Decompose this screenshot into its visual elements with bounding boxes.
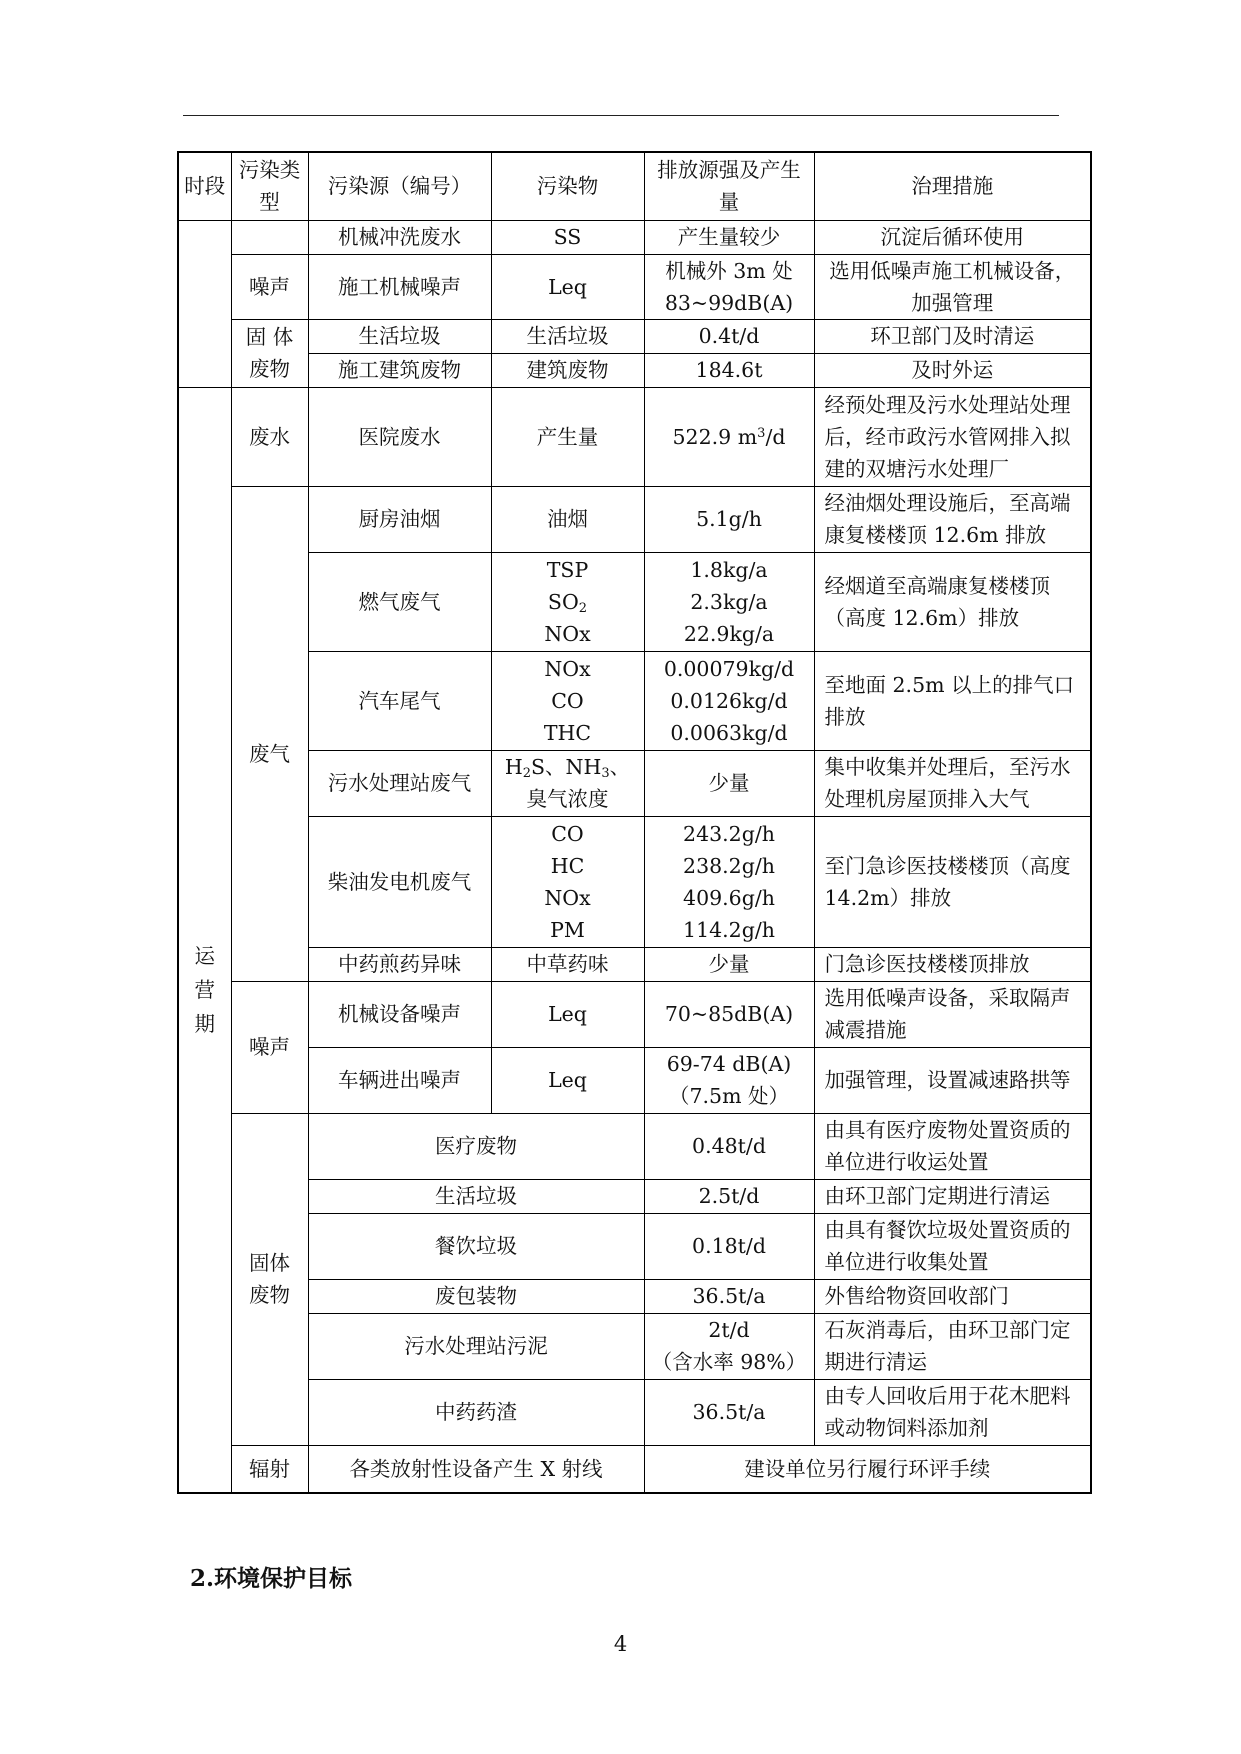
vehicle-source: 车辆进出噪声 [308, 1047, 491, 1113]
vehicle-emission-line: 69-74 dB(A) [666, 1052, 792, 1076]
header-source: 污染源（编号） [308, 152, 491, 220]
noise-emission-line: 机械外 3m 处 [665, 258, 793, 283]
operation-period-label: 运营期 [194, 943, 215, 1036]
so2-main: SO [547, 589, 579, 614]
water-emission-sup: 3 [757, 425, 766, 441]
diesel-pollutant [491, 816, 644, 947]
build-source: 施工建筑废物 [308, 353, 491, 387]
noise-emission-line: 83~99dB(A) [664, 290, 794, 315]
car-pollutant-line: THC [543, 720, 592, 745]
car-emission-line: 0.0063kg/d [670, 720, 788, 745]
residue-source: 中药药渣 [308, 1379, 644, 1445]
table-row [178, 1313, 1091, 1379]
table-row [178, 651, 1091, 750]
table-row [178, 1179, 1091, 1213]
wash-emission: 产生量较少 [644, 220, 814, 254]
table-row [178, 486, 1091, 552]
noise-measure-line: 加强管理 [911, 290, 994, 315]
diesel-pollutant-line: NOx [544, 885, 591, 910]
vehicle-emission [644, 1047, 814, 1113]
table-row [178, 319, 1091, 353]
section-title: 2.环境保护目标 [190, 1565, 353, 1592]
table-row [178, 1213, 1091, 1279]
build-pollutant: 建筑废物 [491, 353, 644, 387]
table-header-row [178, 152, 1091, 220]
gas-type: 废气 [231, 486, 308, 981]
car-source: 汽车尾气 [308, 651, 491, 750]
vehicle-measure: 加强管理，设置减速路拱等 [814, 1047, 1091, 1113]
op-noise-type: 噪声 [231, 981, 308, 1113]
garbage-source: 生活垃圾 [308, 319, 491, 353]
fuel-measure: 经烟道至高端康复楼楼顶（高度 12.6m）排放 [814, 552, 1091, 651]
header-type: 污染类型 [231, 152, 308, 220]
car-emission [644, 651, 814, 750]
food-source: 餐饮垃圾 [308, 1213, 644, 1279]
herb-pollutant: 中草药味 [491, 947, 644, 981]
header-period: 时段 [178, 152, 231, 220]
garbage-pollutant: 生活垃圾 [491, 319, 644, 353]
table-row [178, 220, 1091, 254]
noise-emission [644, 254, 814, 319]
car-emission-line: 0.0126kg/d [670, 688, 788, 713]
diesel-emission-line: 238.2g/h [683, 853, 775, 878]
sludge-emission [644, 1313, 814, 1379]
build-emission: 184.6t [644, 353, 814, 387]
diesel-pollutant-line: PM [550, 917, 585, 942]
sewage-pollutant [491, 750, 644, 816]
diesel-emission-line: 243.2g/h [683, 821, 775, 846]
sewage-measure: 集中收集并处理后，至污水处理机房屋顶排入大气 [814, 750, 1091, 816]
diesel-source: 柴油发电机废气 [308, 816, 491, 947]
sewage-source: 污水处理站废气 [308, 750, 491, 816]
medical-emission: 0.48t/d [644, 1113, 814, 1179]
radiation-type: 辐射 [231, 1445, 308, 1493]
table-row [178, 816, 1091, 947]
sewage-pollutant-line: 臭气浓度 [526, 787, 609, 811]
water-type: 废水 [231, 387, 308, 486]
wash-pollutant: SS [491, 220, 644, 254]
food-emission: 0.18t/d [644, 1213, 814, 1279]
pack-emission: 36.5t/a [644, 1279, 814, 1313]
equip-emission: 70~85dB(A) [644, 981, 814, 1047]
equip-pollutant: Leq [491, 981, 644, 1047]
pack-measure: 外售给物资回收部门 [814, 1279, 1091, 1313]
table-row [178, 1445, 1091, 1493]
kitchen-measure: 经油烟处理设施后，至高端康复楼楼顶 12.6m 排放 [814, 486, 1091, 552]
car-pollutant-line: NOx [544, 656, 591, 681]
radiation-source: 各类放射性设备产生 X 射线 [308, 1445, 644, 1493]
fuel-emission-line: 2.3kg/a [690, 589, 768, 614]
food-measure: 由具有餐饮垃圾处置资质的单位进行收集处置 [814, 1213, 1091, 1279]
water-emission [644, 387, 814, 486]
table-row [178, 1379, 1091, 1445]
noise-measure [814, 254, 1091, 319]
h2s-sub: 2 [522, 766, 532, 781]
kitchen-pollutant: 油烟 [491, 486, 644, 552]
op-solid-type [231, 1113, 308, 1445]
table-row [178, 552, 1091, 651]
noise-measure-line: 选用低噪声施工机械设备， [829, 258, 1076, 283]
water-measure: 经预处理及污水处理站处理后，经市政污水管网排入拟建的双塘污水处理厂 [814, 387, 1091, 486]
water-emission-unit: /d [765, 424, 786, 449]
diesel-emission-line: 409.6g/h [683, 885, 775, 910]
fuel-pollutant-line: NOx [544, 621, 591, 646]
water-source: 医院废水 [308, 387, 491, 486]
residue-emission: 36.5t/a [644, 1379, 814, 1445]
header-rule [183, 115, 1059, 116]
sludge-emission-line: （含水率 98%） [651, 1350, 807, 1374]
sludge-measure: 石灰消毒后，由环卫部门定期进行清运 [814, 1313, 1091, 1379]
fuel-source: 燃气废气 [308, 552, 491, 651]
herb-emission: 少量 [644, 947, 814, 981]
sewage-pollutant-sep: 、 [609, 755, 631, 779]
construction-period-cell [178, 220, 231, 387]
car-emission-line: 0.00079kg/d [663, 656, 795, 681]
table-row [178, 947, 1091, 981]
table-row [178, 1113, 1091, 1179]
residue-measure: 由专人回收后用于花木肥料或动物饲料添加剂 [814, 1379, 1091, 1445]
table-row [178, 254, 1091, 319]
diesel-emission-line: 114.2g/h [683, 917, 775, 942]
noise-pollutant: Leq [491, 254, 644, 319]
life-emission: 2.5t/d [644, 1179, 814, 1213]
table-row [178, 353, 1091, 387]
header-emission: 排放源强及产生量 [644, 152, 814, 220]
diesel-emission [644, 816, 814, 947]
sewage-emission: 少量 [644, 750, 814, 816]
equip-measure: 选用低噪声设备，采取隔声减震措施 [814, 981, 1091, 1047]
nh3-sub: 3 [601, 766, 610, 781]
build-measure: 及时外运 [814, 353, 1091, 387]
fuel-pollutant-line: TSP [546, 557, 589, 582]
kitchen-source: 厨房油烟 [308, 486, 491, 552]
solid-type: 固 体 废物 [231, 319, 308, 387]
car-pollutant [491, 651, 644, 750]
garbage-measure: 环卫部门及时清运 [814, 319, 1091, 353]
vehicle-pollutant: Leq [491, 1047, 644, 1113]
water-emission-num: 522.9 m [672, 424, 758, 449]
water-pollutant: 产生量 [491, 387, 644, 486]
page-number: 4 [613, 1632, 628, 1656]
so2-sub: 2 [578, 600, 588, 616]
header-pollutant: 污染物 [491, 152, 644, 220]
table-row [178, 387, 1091, 486]
wash-type-cell [231, 220, 308, 254]
diesel-measure: 至门急诊医技楼楼顶（高度 14.2m）排放 [814, 816, 1091, 947]
wash-measure: 沉淀后循环使用 [814, 220, 1091, 254]
sludge-source: 污水处理站污泥 [308, 1313, 644, 1379]
life-measure: 由环卫部门定期进行清运 [814, 1179, 1091, 1213]
table-row [178, 1279, 1091, 1313]
herb-measure: 门急诊医技楼楼顶排放 [814, 947, 1091, 981]
pollution-source-table [177, 151, 1092, 1494]
operation-period-cell [178, 387, 231, 1493]
diesel-pollutant-line: CO [551, 821, 584, 846]
equip-source: 机械设备噪声 [308, 981, 491, 1047]
fuel-emission [644, 552, 814, 651]
table-row [178, 981, 1091, 1047]
kitchen-emission: 5.1g/h [644, 486, 814, 552]
h2s-s-nh: S、NH [531, 755, 602, 779]
diesel-pollutant-line: HC [550, 853, 585, 878]
op-solid-type-label: 固体废物 [249, 1251, 290, 1307]
wash-source: 机械冲洗废水 [308, 220, 491, 254]
medical-source: 医疗废物 [308, 1113, 644, 1179]
sludge-emission-line: 2t/d [708, 1318, 750, 1342]
header-measure: 治理措施 [814, 152, 1091, 220]
life-source: 生活垃圾 [308, 1179, 644, 1213]
fuel-emission-line: 22.9kg/a [683, 621, 775, 646]
noise-type: 噪声 [231, 254, 308, 319]
h2s-h: H [504, 755, 523, 779]
vehicle-emission-line: （7.5m 处） [668, 1084, 790, 1108]
pack-source: 废包装物 [308, 1279, 644, 1313]
sewage-pollutant-line [495, 751, 641, 783]
fuel-emission-line: 1.8kg/a [690, 557, 768, 582]
radiation-measure: 建设单位另行履行环评手续 [644, 1445, 1091, 1493]
herb-source: 中药煎药异味 [308, 947, 491, 981]
garbage-emission: 0.4t/d [644, 319, 814, 353]
car-pollutant-line: CO [551, 688, 584, 713]
medical-measure: 由具有医疗废物处置资质的单位进行收运处置 [814, 1113, 1091, 1179]
noise-source: 施工机械噪声 [308, 254, 491, 319]
car-measure: 至地面 2.5m 以上的排气口排放 [814, 651, 1091, 750]
fuel-pollutant-line [495, 586, 641, 618]
table-row [178, 1047, 1091, 1113]
table-row [178, 750, 1091, 816]
fuel-pollutant [491, 552, 644, 651]
